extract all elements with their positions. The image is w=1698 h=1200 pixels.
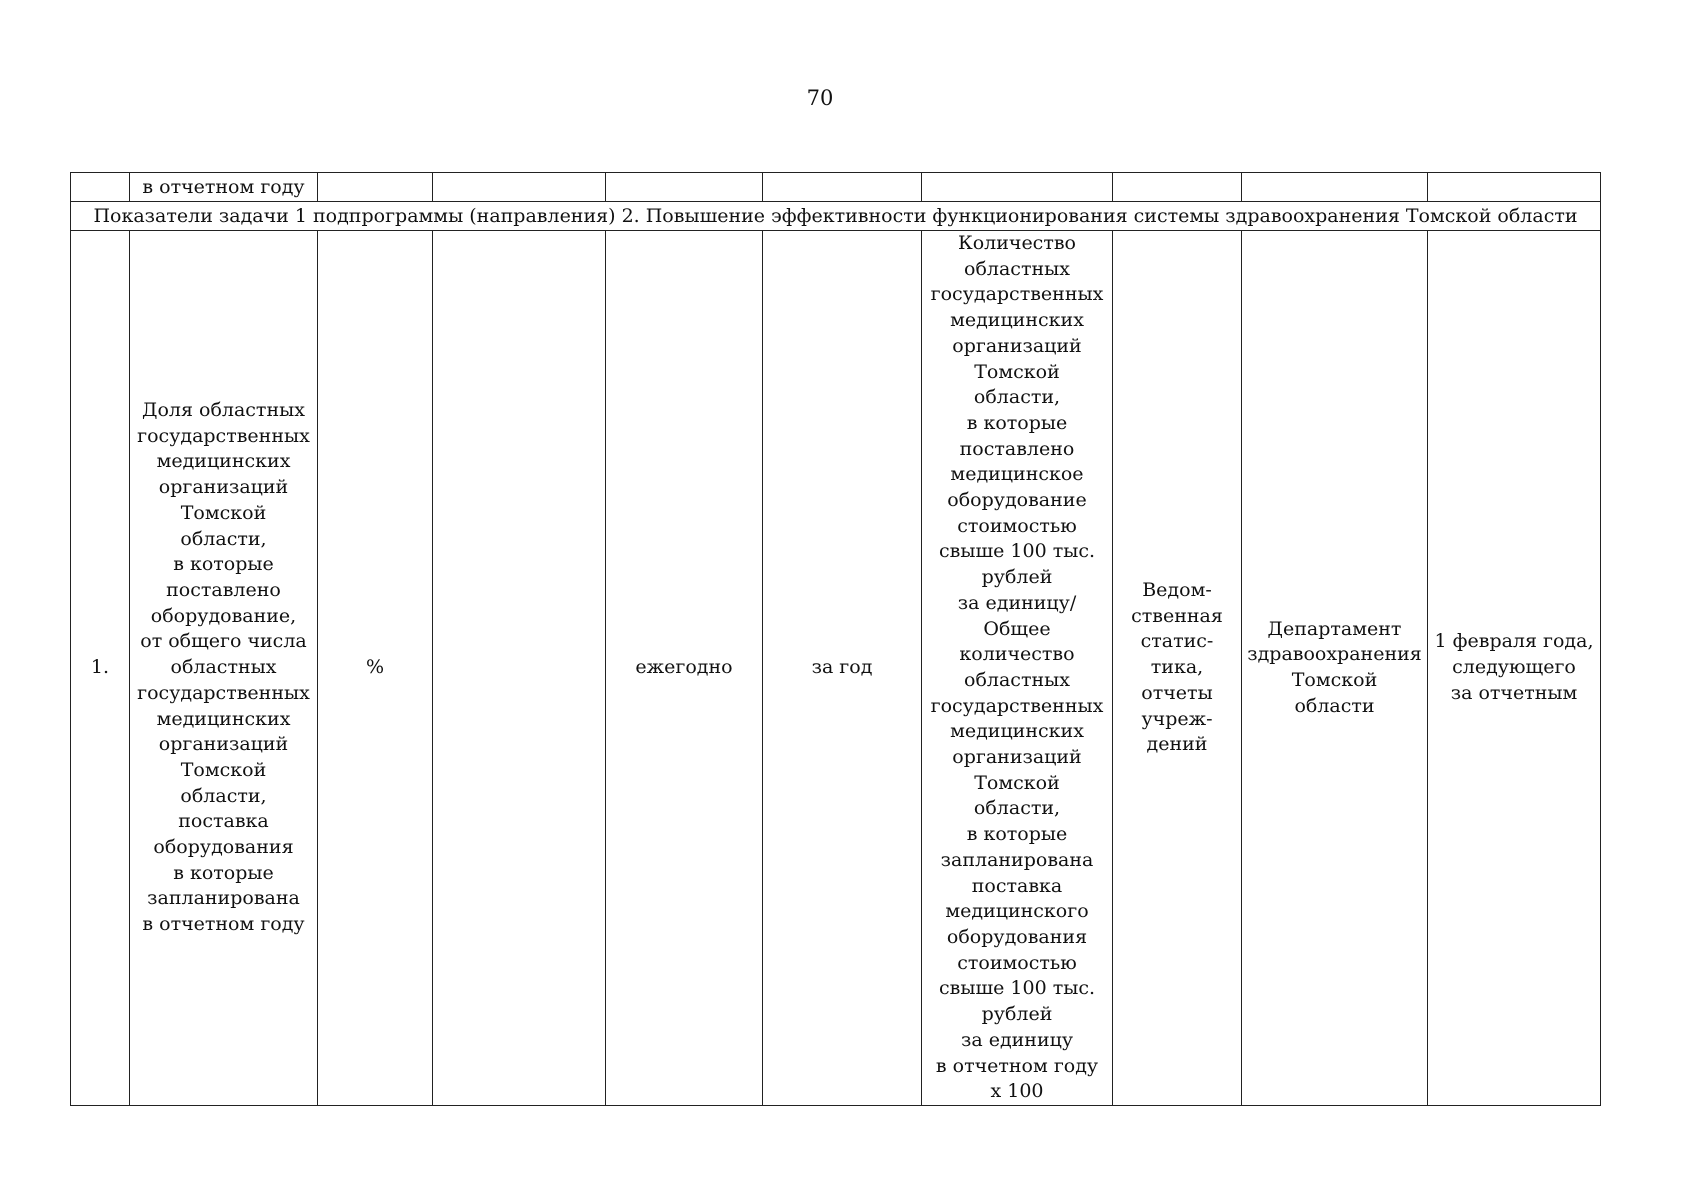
frequency: ежегодно [606, 231, 763, 1106]
time-period: за год [763, 231, 922, 1106]
page-number: 70 [806, 86, 834, 110]
table-cell-name: в отчетном году [130, 173, 318, 202]
section-header-row [71, 202, 1601, 231]
responsible-body: Департамент здравоохранения Томской области [1242, 231, 1428, 1106]
table-cell [922, 173, 1113, 202]
data-source: Ведом- ственная статис- тика, отчеты учреж- дений [1113, 231, 1242, 1106]
table-cell [763, 173, 922, 202]
deadline: 1 февраля года, следующего за отчетным [1428, 231, 1601, 1106]
table-cell [433, 173, 606, 202]
unit-of-measure: % [318, 231, 433, 1106]
table-cell [1428, 173, 1601, 202]
indicators-table [70, 172, 1601, 1106]
table-cell [1113, 173, 1242, 202]
row-number: 1. [71, 231, 130, 1106]
section-header: Показатели задачи 1 подпрограммы (направления) 2. Повышение эффективности функционирования системы здравоохранения Томской области [71, 202, 1601, 231]
table-row [71, 173, 1601, 202]
calculation-formula: Количество областных государственных медицинских организаций Томской области, в которые поставлено медицинское оборудование стоимостью свыше 100 тыс. рублей за единицу/ Общее количество областных государственных медицинских организаций Томской области, в которые запланирована поставка медицинского оборудования стоимостью свыше 100 тыс. рублей за единицу в отчетном году x 100 [922, 231, 1113, 1106]
table-cell [1242, 173, 1428, 202]
empty-cell [433, 231, 606, 1106]
indicator-name: Доля областных государственных медицинских организаций Томской области, в которые поставлено оборудование, от общего числа областных государственных медицинских организаций Томской области, поставка оборудования в которые запланирована в отчетном году [130, 231, 318, 1106]
table-cell [318, 173, 433, 202]
table-cell [71, 173, 130, 202]
table-row [71, 231, 1601, 1106]
table-cell [606, 173, 763, 202]
